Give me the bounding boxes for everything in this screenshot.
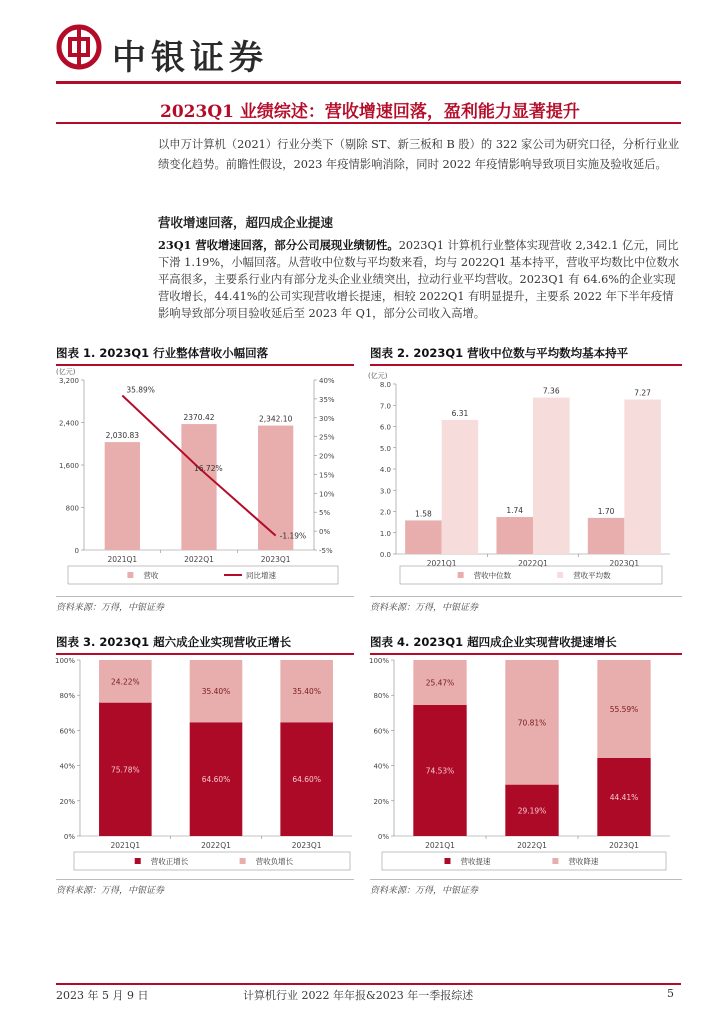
figure-2-title: 图表 2. 2023Q1 营收中位数与平均数均基本持平 [370, 346, 629, 360]
y2-tick-label: -5% [319, 547, 333, 555]
bar [105, 442, 140, 550]
body-paragraph [158, 237, 680, 322]
x-tick-label: 2023Q1 [609, 559, 640, 568]
paragraph-lead: 23Q1 营收增速回落，部分公司展现业绩韧性。 [158, 238, 399, 252]
bar [588, 518, 625, 554]
y-tick-label: 100% [54, 657, 75, 665]
data-label: -1.19% [279, 531, 307, 541]
data-label: 1.74 [506, 506, 524, 516]
bar [181, 424, 216, 550]
data-label: 7.36 [542, 386, 560, 396]
data-label: 2,342.10 [258, 414, 293, 424]
data-label: 35.40% [201, 687, 231, 697]
section-heading: 2023Q1 业绩综述：营收增速回落，盈利能力显著提升 [160, 102, 580, 122]
y-tick-label: 7.0 [379, 402, 391, 411]
y-tick-label: 8.0 [379, 381, 391, 389]
x-tick-label: 2022Q1 [184, 555, 214, 564]
y-tick-label: 80% [373, 692, 389, 701]
data-label: 55.59% [609, 704, 639, 714]
y-tick-label: 2.0 [379, 508, 391, 517]
y-tick-label: 6.0 [379, 423, 391, 432]
figure-4-rule [370, 653, 682, 655]
legend-swatch [458, 572, 464, 578]
data-label: 75.78% [111, 765, 140, 775]
y2-tick-label: 5% [319, 509, 331, 518]
bar [442, 420, 479, 554]
data-label: 29.19% [517, 806, 547, 816]
legend-label: 营收降速 [568, 857, 599, 866]
y-tick-label: 1,600 [58, 462, 79, 470]
y-tick-label: 100% [368, 657, 389, 665]
y-tick-label: 60% [59, 727, 75, 736]
figure-3-title: 图表 3. 2023Q1 超六成企业实现营收正增长 [56, 635, 292, 649]
y2-tick-label: 25% [319, 433, 335, 442]
page-number: 5 [667, 987, 674, 1000]
legend-box [74, 852, 350, 870]
data-label: 74.53% [425, 766, 455, 776]
y2-tick-label: 40% [319, 377, 335, 385]
chart-accelerating-growth-share [370, 656, 682, 878]
y-tick-label: 0% [377, 833, 389, 841]
footer-report-title: 计算机行业 2022 年年报&2023 年一季报综述 [243, 989, 474, 1002]
legend-label: 营收提速 [460, 857, 491, 866]
legend-label: 营收正增长 [150, 857, 189, 866]
data-label: 16.72% [194, 463, 223, 473]
figure-1-rule [56, 364, 354, 366]
header-rule [56, 81, 681, 84]
x-tick-label: 2022Q1 [201, 841, 231, 850]
legend-label: 营收 [143, 571, 159, 580]
bar [405, 520, 442, 554]
subsection-heading: 营收增速回落，超四成企业提速 [158, 215, 334, 230]
figure-2-rule [370, 364, 682, 366]
y-tick-label: 2,400 [58, 419, 79, 428]
y2-tick-label: 15% [319, 471, 335, 480]
y-tick-label: 20% [59, 797, 75, 806]
x-tick-label: 2021Q1 [426, 559, 457, 568]
x-tick-label: 2021Q1 [110, 841, 141, 850]
y2-tick-label: 35% [319, 395, 335, 404]
y-tick-label: 0 [74, 547, 79, 555]
y-tick-label: 20% [373, 797, 389, 806]
legend-swatch [240, 858, 246, 864]
y-tick-label: 4.0 [379, 466, 391, 474]
x-tick-label: 2023Q1 [291, 841, 322, 850]
figure-4-source: 资料来源：万得，中银证券 [370, 886, 479, 896]
company-logo [56, 24, 102, 70]
y-tick-label: 800 [65, 504, 79, 513]
data-label: 7.27 [634, 388, 651, 398]
intro-paragraph: 以申万计算机（2021）行业分类下（剔除 ST、新三板和 B 股）的 322 家公司为研究口径，分析行业业绩变化趋势。前瞻性假设，2023 年疫情影响消除，同时 2022 年疫情影响导致项目实施及验收延后。 [158, 138, 680, 171]
y-tick-label: 5.0 [379, 444, 391, 453]
unit-label: (亿元) [368, 372, 388, 380]
y-tick-label: 60% [373, 727, 389, 736]
figure-2-source: 资料来源：万得，中银证券 [370, 603, 479, 613]
data-label: 6.31 [451, 408, 469, 418]
y-tick-label: 3,200 [58, 377, 79, 385]
brand-name: 中银证券 [112, 38, 268, 78]
legend-label: 营收中位数 [473, 571, 512, 580]
y-tick-label: 40% [373, 762, 389, 771]
y-tick-label: 1.0 [379, 529, 391, 538]
heading-underline [56, 122, 681, 124]
y-tick-label: 0% [63, 833, 75, 841]
figure-3-source: 资料来源：万得，中银证券 [56, 886, 165, 896]
chart-median-mean [370, 368, 682, 594]
y-tick-label: 3.0 [379, 487, 391, 496]
data-label: 2370.42 [183, 413, 215, 423]
figure-1-bottom-rule [56, 596, 354, 597]
legend-swatch [444, 858, 450, 864]
x-tick-label: 2022Q1 [518, 559, 548, 568]
figure-1-title: 图表 1. 2023Q1 行业整体营收小幅回落 [56, 346, 269, 360]
legend-swatch [557, 572, 563, 578]
figure-4-title: 图表 4. 2023Q1 超四成企业实现营收提速增长 [370, 635, 617, 649]
figure-3-rule [56, 653, 354, 655]
x-tick-label: 2022Q1 [517, 841, 547, 850]
paragraph-body: 2023Q1 计算机行业整体实现营收 2,342.1 亿元，同比下滑 1.19%，小幅回落。从营收中位数与平均数来看，均与 2022Q1 基本持平，营收平均数比中位数水平高很多，主要系行业内有部分龙头企业业绩突出，拉动行业平均营收。2023Q1 有 64.6%的企业实现营收增长，44.41%的公司实现营收增长提速，相较 2022Q1 有明显提升，主要系 2022 年下半年疫情影响导致部分项目验收延后至 2023 年 Q1，部分公司收入高增。 [158, 239, 680, 320]
chart-positive-growth-share [56, 656, 356, 878]
legend-box [400, 566, 662, 584]
legend-label: 同比增速 [246, 571, 276, 580]
data-label: 35.89% [126, 385, 155, 395]
figure-3-bottom-rule [56, 879, 354, 880]
data-label: 25.47% [425, 678, 455, 688]
y-tick-label: 40% [59, 762, 75, 771]
figure-2-bottom-rule [370, 596, 682, 597]
y-tick-label: 80% [59, 692, 75, 701]
data-label: 24.22% [111, 677, 140, 687]
legend-box [382, 852, 666, 870]
legend-label: 营收负增长 [255, 857, 294, 866]
y2-tick-label: 20% [319, 452, 335, 461]
footer-rule [56, 983, 681, 985]
x-tick-label: 2023Q1 [260, 555, 291, 564]
chart-revenue-yoy [56, 368, 356, 594]
data-label: 2,030.83 [105, 431, 140, 441]
legend-swatch [127, 572, 133, 578]
bar [624, 400, 661, 554]
y2-tick-label: 10% [319, 490, 335, 499]
figure-4-bottom-rule [370, 879, 682, 880]
data-label: 35.40% [292, 687, 321, 697]
y-tick-label: 0.0 [379, 551, 391, 559]
data-label: 44.41% [609, 792, 639, 802]
footer-date: 2023 年 5 月 9 日 [56, 989, 149, 1002]
bar [496, 517, 533, 554]
x-tick-label: 2023Q1 [609, 841, 639, 850]
legend-box [68, 566, 338, 584]
data-label: 70.81% [517, 718, 547, 728]
data-label: 1.58 [415, 509, 432, 519]
legend-swatch [135, 858, 141, 864]
y2-tick-label: 0% [319, 528, 331, 537]
data-label: 1.70 [597, 506, 615, 516]
x-tick-label: 2021Q1 [425, 841, 455, 850]
data-label: 64.60% [201, 775, 231, 785]
data-label: 64.60% [292, 775, 321, 785]
x-tick-label: 2021Q1 [107, 555, 138, 564]
y2-tick-label: 30% [319, 414, 335, 423]
figure-1-source: 资料来源：万得，中银证券 [56, 603, 165, 613]
bar [533, 398, 570, 554]
legend-swatch [552, 858, 558, 864]
legend-label: 营收平均数 [573, 571, 611, 580]
unit-label: (亿元) [56, 368, 76, 376]
